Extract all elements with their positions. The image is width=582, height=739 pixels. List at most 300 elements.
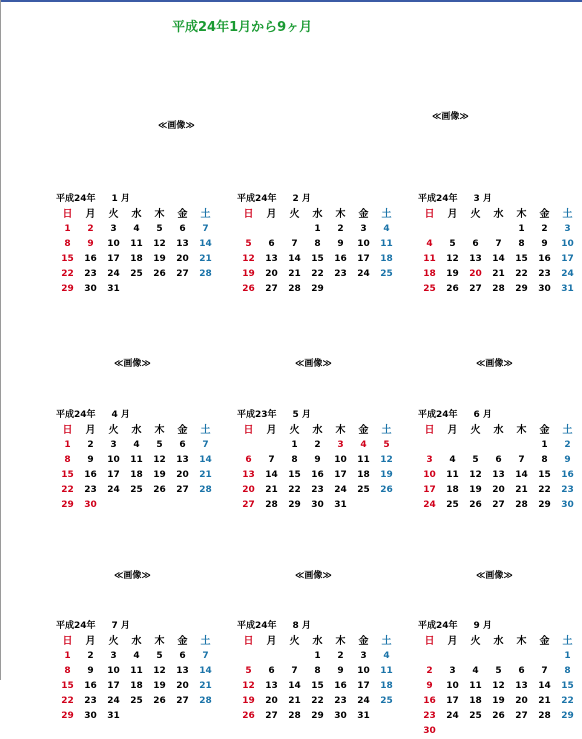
day-cell: 20 <box>469 269 482 279</box>
day-cell: 2 <box>337 224 344 234</box>
day-cell: 12 <box>242 254 255 264</box>
day-cell: 17 <box>107 470 120 480</box>
day-cell: 6 <box>268 666 275 676</box>
empty-cell <box>510 649 533 664</box>
day-cell: 14 <box>515 470 528 480</box>
day-cell: 2 <box>87 440 94 450</box>
day-cell: 18 <box>357 470 370 480</box>
day-cell: 21 <box>265 485 278 495</box>
day-cell: 8 <box>541 455 548 465</box>
weekday-header: 日 <box>424 425 435 436</box>
weekday-header: 日 <box>62 209 73 220</box>
month-header <box>237 409 403 421</box>
day-cell: 8 <box>64 239 71 249</box>
day-cell: 4 <box>133 224 140 234</box>
month-label: 3 月 <box>473 194 492 204</box>
day-cell: 14 <box>199 455 212 465</box>
day-cell: 25 <box>130 696 143 706</box>
day-cell: 24 <box>107 696 120 706</box>
day-cell: 8 <box>291 455 298 465</box>
day-cell: 13 <box>176 239 189 249</box>
month-era: 平成24年 <box>56 621 96 631</box>
day-cell: 3 <box>360 224 367 234</box>
image-placeholder-5: ≪画像≫ <box>476 359 513 369</box>
day-cell: 5 <box>449 239 456 249</box>
day-cell: 25 <box>130 485 143 495</box>
day-cell: 6 <box>495 455 502 465</box>
day-cell: 23 <box>538 269 551 279</box>
day-cell: 25 <box>380 269 393 279</box>
day-cell: 15 <box>311 681 324 691</box>
weekday-header: 日 <box>62 636 73 647</box>
day-cell: 5 <box>245 666 252 676</box>
month-era: 平成24年 <box>418 410 458 420</box>
weekday-header: 金 <box>539 636 550 647</box>
month-label: 5 月 <box>292 410 311 420</box>
day-cell: 4 <box>449 455 456 465</box>
day-cell: 17 <box>107 254 120 264</box>
day-cell: 11 <box>469 681 482 691</box>
day-cell: 30 <box>334 711 347 721</box>
day-cell: 24 <box>334 485 347 495</box>
weekday-header: 木 <box>154 425 165 436</box>
month-calendar <box>56 193 222 297</box>
day-cell: 26 <box>446 284 459 294</box>
image-placeholder-1: ≪画像≫ <box>158 121 195 131</box>
day-cell: 11 <box>130 239 143 249</box>
day-cell: 29 <box>61 711 74 721</box>
day-cell: 10 <box>107 239 120 249</box>
day-cell: 23 <box>84 485 97 495</box>
day-cell: 14 <box>288 254 301 264</box>
day-cell: 11 <box>357 455 370 465</box>
day-cell: 8 <box>314 239 321 249</box>
day-cell: 7 <box>268 455 275 465</box>
day-cell: 19 <box>242 269 255 279</box>
day-cell: 9 <box>314 455 321 465</box>
day-grid <box>418 208 582 297</box>
weekday-header: 火 <box>289 425 300 436</box>
day-cell: 21 <box>199 681 212 691</box>
day-cell: 20 <box>176 254 189 264</box>
month-header <box>56 193 222 205</box>
day-cell: 9 <box>426 681 433 691</box>
day-cell: 16 <box>84 254 97 264</box>
empty-cell <box>510 438 533 453</box>
day-cell: 26 <box>380 485 393 495</box>
day-cell: 19 <box>242 696 255 706</box>
day-cell: 21 <box>199 254 212 264</box>
day-cell: 28 <box>492 284 505 294</box>
day-cell: 22 <box>561 696 574 706</box>
day-cell: 1 <box>541 440 548 450</box>
day-cell: 30 <box>84 711 97 721</box>
day-cell: 17 <box>334 470 347 480</box>
day-cell: 29 <box>311 284 324 294</box>
weekday-header: 日 <box>424 209 435 220</box>
day-cell: 17 <box>423 485 436 495</box>
day-cell: 23 <box>84 269 97 279</box>
day-cell: 6 <box>268 239 275 249</box>
day-cell: 24 <box>423 500 436 510</box>
day-cell: 30 <box>311 500 324 510</box>
weekday-header: 木 <box>516 636 527 647</box>
weekday-header: 金 <box>177 636 188 647</box>
day-cell: 20 <box>492 485 505 495</box>
day-cell: 13 <box>469 254 482 264</box>
month-era: 平成23年 <box>237 410 277 420</box>
month-label: 8 月 <box>292 621 311 631</box>
weekday-header: 金 <box>539 425 550 436</box>
day-cell: 26 <box>153 696 166 706</box>
weekday-header: 水 <box>131 636 142 647</box>
image-placeholder-4: ≪画像≫ <box>295 359 332 369</box>
day-cell: 31 <box>357 711 370 721</box>
day-cell: 16 <box>84 681 97 691</box>
day-cell: 4 <box>133 440 140 450</box>
day-cell: 18 <box>130 681 143 691</box>
month-era: 平成24年 <box>418 621 458 631</box>
day-cell: 23 <box>84 696 97 706</box>
day-cell: 10 <box>357 239 370 249</box>
day-grid <box>237 208 403 297</box>
day-cell: 24 <box>357 696 370 706</box>
empty-cell <box>487 222 510 237</box>
weekday-header: 木 <box>516 209 527 220</box>
day-cell: 15 <box>311 254 324 264</box>
day-cell: 5 <box>156 651 163 661</box>
day-cell: 1 <box>64 440 71 450</box>
month-calendar <box>237 193 403 297</box>
day-cell: 14 <box>199 239 212 249</box>
day-cell: 3 <box>360 651 367 661</box>
day-cell: 13 <box>242 470 255 480</box>
day-cell: 15 <box>515 254 528 264</box>
day-cell: 17 <box>561 254 574 264</box>
day-cell: 7 <box>495 239 502 249</box>
day-cell: 13 <box>176 455 189 465</box>
day-cell: 26 <box>492 711 505 721</box>
day-cell: 12 <box>446 254 459 264</box>
day-cell: 15 <box>61 470 74 480</box>
day-cell: 21 <box>515 485 528 495</box>
day-cell: 27 <box>176 485 189 495</box>
day-grid <box>237 424 403 513</box>
day-cell: 24 <box>446 711 459 721</box>
empty-cell <box>533 649 556 664</box>
weekday-header: 火 <box>470 636 481 647</box>
weekday-header: 木 <box>154 636 165 647</box>
day-cell: 2 <box>541 224 548 234</box>
day-cell: 29 <box>515 284 528 294</box>
day-cell: 13 <box>265 681 278 691</box>
day-cell: 5 <box>156 224 163 234</box>
day-grid <box>418 635 582 739</box>
day-cell: 30 <box>423 726 436 736</box>
day-cell: 23 <box>334 696 347 706</box>
empty-cell <box>237 222 260 237</box>
day-cell: 24 <box>107 485 120 495</box>
weekday-header: 金 <box>358 425 369 436</box>
month-era: 平成24年 <box>418 194 458 204</box>
day-cell: 18 <box>423 269 436 279</box>
weekday-header: 水 <box>312 425 323 436</box>
day-cell: 1 <box>64 651 71 661</box>
day-cell: 11 <box>423 254 436 264</box>
day-cell: 7 <box>518 455 525 465</box>
day-cell: 20 <box>265 269 278 279</box>
empty-cell <box>260 649 283 664</box>
day-cell: 21 <box>199 470 212 480</box>
month-header <box>418 409 582 421</box>
day-cell: 26 <box>153 269 166 279</box>
day-cell: 19 <box>380 470 393 480</box>
day-cell: 13 <box>492 470 505 480</box>
day-grid <box>56 424 222 513</box>
day-cell: 26 <box>242 711 255 721</box>
empty-cell <box>418 649 441 664</box>
empty-cell <box>418 222 441 237</box>
weekday-header: 木 <box>335 209 346 220</box>
day-cell: 28 <box>515 500 528 510</box>
day-cell: 12 <box>153 455 166 465</box>
day-cell: 23 <box>311 485 324 495</box>
weekday-header: 金 <box>358 209 369 220</box>
day-cell: 25 <box>380 696 393 706</box>
day-cell: 17 <box>446 696 459 706</box>
month-header <box>418 193 582 205</box>
month-header <box>56 409 222 421</box>
day-cell: 17 <box>357 681 370 691</box>
day-cell: 8 <box>314 666 321 676</box>
day-cell: 7 <box>202 224 209 234</box>
day-cell: 20 <box>265 696 278 706</box>
month-era: 平成24年 <box>237 194 277 204</box>
empty-cell <box>487 438 510 453</box>
weekday-header: 土 <box>200 636 211 647</box>
day-cell: 25 <box>469 711 482 721</box>
month-era: 平成24年 <box>237 621 277 631</box>
day-cell: 11 <box>446 470 459 480</box>
day-cell: 16 <box>334 681 347 691</box>
day-cell: 9 <box>87 666 94 676</box>
day-cell: 31 <box>107 284 120 294</box>
day-cell: 13 <box>515 681 528 691</box>
day-cell: 6 <box>179 224 186 234</box>
day-cell: 19 <box>153 254 166 264</box>
day-cell: 15 <box>61 681 74 691</box>
empty-cell <box>283 649 306 664</box>
weekday-header: 金 <box>177 425 188 436</box>
day-cell: 28 <box>288 284 301 294</box>
day-cell: 14 <box>492 254 505 264</box>
day-cell: 19 <box>153 470 166 480</box>
weekday-header: 日 <box>424 636 435 647</box>
day-cell: 3 <box>426 455 433 465</box>
month-label: 7 月 <box>111 621 130 631</box>
month-label: 2 月 <box>292 194 311 204</box>
weekday-header: 月 <box>447 209 458 220</box>
day-cell: 7 <box>291 666 298 676</box>
day-cell: 7 <box>202 651 209 661</box>
day-cell: 11 <box>130 666 143 676</box>
weekday-header: 土 <box>381 636 392 647</box>
day-cell: 2 <box>426 666 433 676</box>
day-cell: 22 <box>311 696 324 706</box>
day-cell: 15 <box>538 470 551 480</box>
weekday-header: 水 <box>312 209 323 220</box>
day-cell: 10 <box>107 666 120 676</box>
day-cell: 25 <box>357 485 370 495</box>
day-cell: 9 <box>564 455 571 465</box>
day-cell: 26 <box>242 284 255 294</box>
day-cell: 18 <box>130 254 143 264</box>
day-cell: 17 <box>107 681 120 691</box>
day-cell: 30 <box>538 284 551 294</box>
empty-cell <box>487 649 510 664</box>
weekday-header: 水 <box>493 636 504 647</box>
day-cell: 10 <box>357 666 370 676</box>
day-cell: 27 <box>265 711 278 721</box>
weekday-header: 水 <box>312 636 323 647</box>
day-cell: 18 <box>130 470 143 480</box>
day-cell: 20 <box>515 696 528 706</box>
day-cell: 13 <box>176 666 189 676</box>
empty-cell <box>418 438 441 453</box>
weekday-header: 月 <box>85 209 96 220</box>
weekday-header: 月 <box>266 636 277 647</box>
day-cell: 4 <box>426 239 433 249</box>
day-cell: 14 <box>288 681 301 691</box>
day-cell: 21 <box>538 696 551 706</box>
month-label: 9 月 <box>473 621 492 631</box>
month-header <box>56 620 222 632</box>
day-cell: 26 <box>469 500 482 510</box>
day-cell: 17 <box>357 254 370 264</box>
empty-cell <box>441 222 464 237</box>
day-cell: 5 <box>245 239 252 249</box>
weekday-header: 土 <box>381 209 392 220</box>
day-cell: 2 <box>314 440 321 450</box>
day-cell: 20 <box>242 485 255 495</box>
weekday-header: 火 <box>108 636 119 647</box>
day-cell: 22 <box>61 696 74 706</box>
day-cell: 3 <box>337 440 344 450</box>
day-cell: 18 <box>380 681 393 691</box>
day-cell: 16 <box>311 470 324 480</box>
weekday-header: 土 <box>381 425 392 436</box>
weekday-header: 火 <box>470 209 481 220</box>
day-cell: 1 <box>518 224 525 234</box>
day-cell: 7 <box>291 239 298 249</box>
month-label: 6 月 <box>473 410 492 420</box>
day-cell: 7 <box>541 666 548 676</box>
day-cell: 19 <box>153 681 166 691</box>
day-cell: 23 <box>423 711 436 721</box>
day-cell: 4 <box>472 666 479 676</box>
weekday-header: 月 <box>266 425 277 436</box>
day-cell: 9 <box>87 239 94 249</box>
day-cell: 11 <box>380 666 393 676</box>
image-placeholder-8: ≪画像≫ <box>476 571 513 581</box>
day-cell: 15 <box>561 681 574 691</box>
month-era: 平成24年 <box>56 410 96 420</box>
empty-cell <box>237 438 260 453</box>
day-cell: 9 <box>87 455 94 465</box>
day-cell: 29 <box>561 711 574 721</box>
day-cell: 2 <box>564 440 571 450</box>
weekday-header: 木 <box>335 425 346 436</box>
day-cell: 16 <box>561 470 574 480</box>
day-cell: 3 <box>564 224 571 234</box>
window-top-border <box>0 0 582 2</box>
day-cell: 12 <box>153 666 166 676</box>
day-cell: 28 <box>199 485 212 495</box>
day-cell: 31 <box>561 284 574 294</box>
day-cell: 2 <box>87 651 94 661</box>
month-label: 1 月 <box>111 194 130 204</box>
day-cell: 6 <box>179 440 186 450</box>
weekday-header: 日 <box>243 636 254 647</box>
day-cell: 29 <box>288 500 301 510</box>
weekday-header: 月 <box>447 425 458 436</box>
day-cell: 24 <box>107 269 120 279</box>
weekday-header: 土 <box>562 636 573 647</box>
day-cell: 18 <box>380 254 393 264</box>
day-cell: 3 <box>110 651 117 661</box>
day-cell: 22 <box>61 269 74 279</box>
day-cell: 9 <box>337 666 344 676</box>
month-header <box>237 620 403 632</box>
day-cell: 11 <box>380 239 393 249</box>
weekday-header: 木 <box>335 636 346 647</box>
day-cell: 21 <box>288 269 301 279</box>
day-cell: 5 <box>156 440 163 450</box>
weekday-header: 月 <box>85 636 96 647</box>
day-cell: 2 <box>337 651 344 661</box>
day-cell: 7 <box>202 440 209 450</box>
empty-cell <box>237 649 260 664</box>
weekday-header: 水 <box>493 209 504 220</box>
day-cell: 31 <box>334 500 347 510</box>
empty-cell <box>441 649 464 664</box>
weekday-header: 日 <box>243 425 254 436</box>
weekday-header: 水 <box>131 425 142 436</box>
day-grid <box>56 208 222 297</box>
image-placeholder-6: ≪画像≫ <box>114 571 151 581</box>
day-cell: 5 <box>383 440 390 450</box>
month-label: 4 月 <box>111 410 130 420</box>
day-cell: 10 <box>334 455 347 465</box>
day-cell: 27 <box>515 711 528 721</box>
day-cell: 25 <box>423 284 436 294</box>
day-cell: 22 <box>515 269 528 279</box>
day-cell: 1 <box>314 651 321 661</box>
day-cell: 20 <box>176 681 189 691</box>
day-cell: 10 <box>561 239 574 249</box>
day-cell: 27 <box>469 284 482 294</box>
weekday-header: 土 <box>200 209 211 220</box>
month-calendar <box>418 409 582 513</box>
day-cell: 16 <box>423 696 436 706</box>
day-cell: 14 <box>538 681 551 691</box>
month-calendar <box>237 409 403 513</box>
weekday-header: 火 <box>289 209 300 220</box>
day-cell: 14 <box>265 470 278 480</box>
day-cell: 28 <box>288 711 301 721</box>
day-cell: 29 <box>311 711 324 721</box>
day-cell: 30 <box>561 500 574 510</box>
